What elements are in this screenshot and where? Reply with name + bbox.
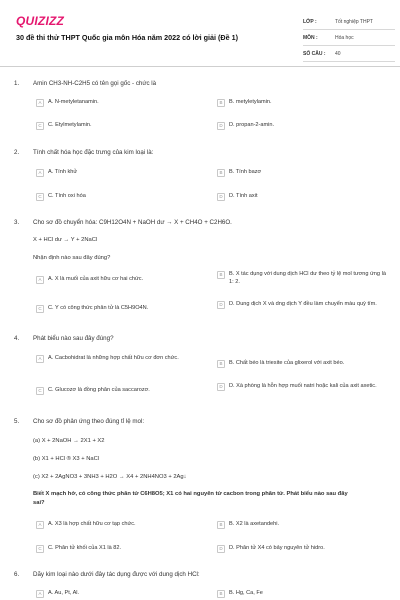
question-note: Biết X mạch hở, có công thức phân tử C6H8O5; X1 có hai nguyên tử cacbon trong phân tử. Phát biểu nào sau đây [33, 491, 348, 497]
option-c[interactable] [36, 545, 121, 553]
option-d[interactable] [217, 301, 387, 309]
option-letter-box: C [36, 305, 44, 313]
question-number: 5. [14, 418, 20, 425]
option-letter-box: A [36, 276, 44, 284]
option-text: C. Glucozơ là đồng phân của saccarozơ. [48, 387, 150, 393]
question-number: 1. [14, 80, 20, 87]
option-letter-box: C [36, 545, 44, 553]
question-number: 2. [14, 149, 20, 156]
header-divider [0, 66, 400, 67]
option-text: C. Etylmetylamin. [48, 122, 92, 128]
option-letter-box: D [217, 301, 225, 309]
question-text: Dãy kim loại nào dưới đây tác dụng được với dung dịch HCl: [33, 571, 200, 578]
option-text: C. Phân tử khối của X1 là 82. [48, 545, 122, 551]
option-letter-box: B [217, 169, 225, 177]
option-a[interactable] [36, 169, 77, 177]
option-c[interactable] [36, 122, 92, 130]
question-number: 4. [14, 335, 20, 342]
option-a[interactable] [36, 590, 79, 598]
option-text: A. X là muối của axit hữu cơ hai chức. [48, 276, 144, 282]
reaction-a: (a) X + 2NaOH → 2X1 + X2 [33, 438, 105, 444]
option-text: D. propan-2-amin. [229, 122, 275, 128]
option-text: D. Tính axit [229, 193, 258, 199]
meta-table [303, 14, 395, 62]
option-c[interactable] [36, 387, 206, 395]
option-letter-box: D [217, 193, 225, 201]
option-letter-box: A [36, 521, 44, 529]
question-line: X + HCl dư → Y + 2NaCl [33, 237, 98, 243]
option-text: B. Chất béo là triesite của glixerol với axit béo. [229, 360, 345, 366]
option-letter-box: C [36, 387, 44, 395]
question-note-end: sai? [33, 500, 45, 506]
option-b[interactable] [217, 99, 272, 107]
question-text: Amin CH3-NH-C2H5 có tên gọi gốc - chức là [33, 80, 157, 87]
option-d[interactable] [217, 193, 258, 201]
option-letter-box: B [217, 521, 225, 529]
option-letter-box: C [36, 122, 44, 130]
option-b[interactable] [217, 521, 279, 529]
meta-row-class [303, 14, 395, 30]
option-letter-box: B [217, 590, 225, 598]
option-text: A. Au, Pt, Al. [48, 590, 80, 596]
option-text: C. Tính oxi hóa [48, 193, 86, 199]
option-text: B. Hg, Ca, Fe [229, 590, 263, 596]
meta-label: LỚP : [303, 18, 317, 25]
option-text: A. Tính khử [48, 169, 78, 175]
question-text: Cho sơ đồ phản ứng theo đúng tỉ lệ mol: [33, 418, 145, 425]
option-b[interactable] [217, 590, 263, 598]
option-a[interactable] [36, 99, 99, 107]
option-letter-box: A [36, 169, 44, 177]
option-text: C. Y có công thức phân tử là C5H9O4N. [48, 305, 149, 311]
meta-label: MÔN : [303, 34, 318, 41]
question-number: 6. [14, 571, 20, 578]
question-number: 3. [14, 219, 20, 226]
option-letter-box: C [36, 193, 44, 201]
option-text: D. Xà phòng là hỗn hợp muối natri hoặc kali của axit axetic. [229, 383, 377, 389]
option-letter-box: B [217, 99, 225, 107]
option-letter-box: A [36, 99, 44, 107]
option-letter-box: D [217, 122, 225, 130]
option-text: A. N-metyletanamin. [48, 99, 99, 105]
option-a[interactable] [36, 355, 206, 363]
option-letter-box: D [217, 383, 225, 391]
option-text: B. X2 là axetandehi. [229, 521, 280, 527]
option-d[interactable] [217, 545, 325, 553]
question-line: Nhận định nào sau đây đúng? [33, 255, 111, 261]
option-d[interactable] [217, 122, 274, 130]
option-b[interactable] [217, 271, 387, 286]
option-text: B. X tác dụng với dung dịch HCl dư theo tỷ lệ mol tương ứng là 1: 2. [229, 271, 386, 285]
option-letter-box: B [217, 360, 225, 368]
quizizz-logo: QUIZIZZ [16, 14, 65, 28]
reaction-c: (c) X2 + 2AgNO3 + 3NH3 + H2O → X4 + 2NH4NO3 + 2Ag↓ [33, 474, 187, 480]
option-text: D. Phân tử X4 có bảy nguyên tử hidro. [229, 545, 325, 551]
option-text: B. metyletylamin. [229, 99, 272, 105]
reaction-b: (b) X1 + HCl ® X3 + NaCl [33, 456, 100, 462]
option-a[interactable] [36, 521, 136, 529]
option-text: A. X3 là hợp chất hữu cơ tạp chức. [48, 521, 136, 527]
option-a[interactable] [36, 276, 206, 284]
question-text: Tính chất hóa học đặc trưng của kim loại là: [33, 149, 154, 156]
document-header [0, 0, 400, 60]
option-text: D. Dung dịch X và dng dịch Y đều làm chuyển màu quỳ tím. [229, 301, 377, 307]
option-c[interactable] [36, 193, 86, 201]
meta-row-count [303, 46, 395, 62]
option-b[interactable] [217, 360, 387, 368]
document-title: 30 đề thi thử THPT Quốc gia môn Hóa năm 2022 có lời giải (Đề 1) [16, 33, 238, 42]
meta-value: Hóa học [335, 34, 354, 41]
question-text: Phát biểu nào sau đây đúng? [33, 335, 114, 342]
meta-value: Tốt nghiệp THPT [335, 18, 373, 25]
option-text: A. Cacbohidrat là những hợp chất hữu cơ đơn chức. [48, 355, 179, 361]
option-d[interactable] [217, 383, 387, 391]
question-text: Cho sơ đồ chuyển hóa: C9H12O4N + NaOH dư → X + CH4O + C2H6O. [33, 219, 232, 226]
option-letter-box: A [36, 355, 44, 363]
option-b[interactable] [217, 169, 261, 177]
option-letter-box: B [217, 271, 225, 279]
option-c[interactable] [36, 305, 206, 313]
meta-row-subject [303, 30, 395, 46]
option-letter-box: A [36, 590, 44, 598]
meta-value: 40 [335, 50, 341, 57]
meta-label: SỐ CÂU : [303, 50, 326, 57]
option-letter-box: D [217, 545, 225, 553]
option-text: B. Tính bazơ [229, 169, 262, 175]
